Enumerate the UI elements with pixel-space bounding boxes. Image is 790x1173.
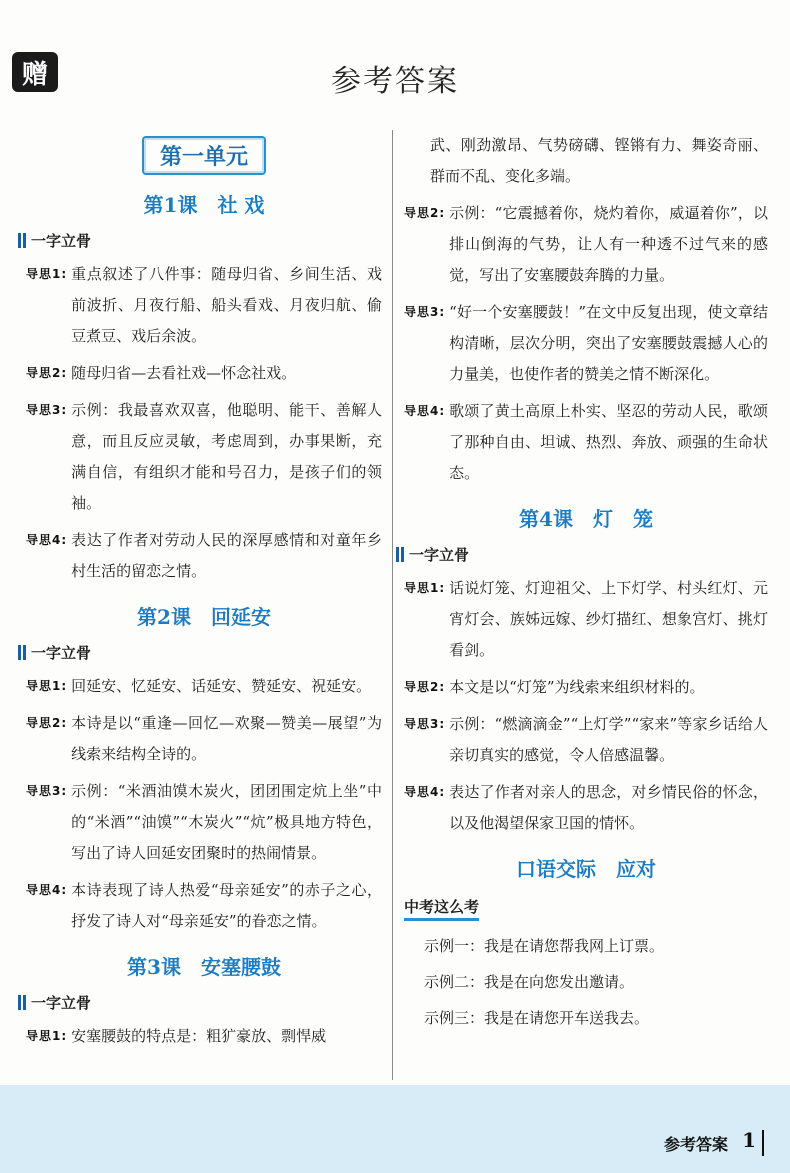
gift-badge: 赠 bbox=[12, 52, 58, 92]
section-label: 一字立骨 bbox=[31, 994, 92, 1012]
lesson-title: 第2课 回延安 bbox=[137, 605, 271, 629]
item-text: 随母归省—去看社戏—怀念社戏。 bbox=[71, 364, 297, 382]
footer-bar-icon bbox=[762, 1130, 764, 1156]
answer-item bbox=[26, 708, 382, 770]
item-text: 重点叙述了八件事：随母归省、乡间生活、戏前波折、月夜行船、船头看戏、月夜归航、偷豆煮豆、戏后余波。 bbox=[71, 265, 382, 345]
item-label: 导思2: bbox=[404, 680, 446, 694]
item-text: 话说灯笼、灯迎祖父、上下灯学、村头红灯、元宵灯会、族姊远嫁、纱灯描红、想象宫灯、挑灯看剑。 bbox=[449, 579, 768, 659]
exam-heading: 中考这么考 bbox=[404, 896, 479, 921]
answer-item bbox=[26, 1021, 382, 1052]
section-heading bbox=[18, 642, 382, 663]
section-bar-icon bbox=[18, 645, 21, 660]
item-text: 表达了作者对亲人的思念，对乡情民俗的怀念，以及他渴望保家卫国的情怀。 bbox=[449, 783, 768, 832]
answer-item bbox=[404, 709, 768, 771]
item-label: 导思1: bbox=[404, 581, 446, 595]
item-text: 示例：我最喜欢双喜，他聪明、能干、善解人意，而且反应灵敏，考虑周到，办事果断，充满自信，有组织才能和号召力，是孩子们的领袖。 bbox=[71, 401, 382, 512]
example-line: 示例一：我是在请您帮我网上订票。 bbox=[424, 937, 665, 955]
answer-item bbox=[26, 776, 382, 869]
section-bar-icon bbox=[23, 233, 26, 248]
item-label: 导思3: bbox=[26, 784, 68, 798]
item-text: 安塞腰鼓的特点是：粗犷豪放、剽悍威 bbox=[71, 1027, 327, 1045]
item-text: 本文是以“灯笼”为线索来组织材料的。 bbox=[449, 678, 705, 696]
section-bar-icon bbox=[396, 547, 399, 562]
lesson-title: 口语交际 应对 bbox=[516, 857, 656, 881]
section-heading bbox=[18, 992, 382, 1013]
page-number: 1 bbox=[742, 1128, 756, 1152]
item-text: 表达了作者对劳动人民的深厚感情和对童年乡村生活的留恋之情。 bbox=[71, 531, 382, 580]
item-label: 导思3: bbox=[404, 305, 446, 319]
item-label: 导思3: bbox=[26, 403, 68, 417]
left-column bbox=[26, 130, 382, 1058]
example-line: 示例三：我是在请您开车送我去。 bbox=[424, 1009, 650, 1027]
item-text: 本诗表现了诗人热爱“母亲延安”的赤子之心，抒发了诗人对“母亲延安”的眷恋之情。 bbox=[71, 881, 382, 930]
answer-item bbox=[404, 396, 768, 489]
section-heading bbox=[18, 230, 382, 251]
section-bar-icon bbox=[23, 995, 26, 1010]
example-line: 示例二：我是在向您发出邀请。 bbox=[424, 973, 635, 991]
section-label: 一字立骨 bbox=[409, 546, 470, 564]
item-text: 歌颂了黄土高原上朴实、坚忍的劳动人民，歌颂了那种自由、坦诚、热烈、奔放、顽强的生命状态。 bbox=[449, 402, 768, 482]
item-label: 导思4: bbox=[404, 404, 446, 418]
section-bar-icon bbox=[23, 645, 26, 660]
item-text: 示例：“米酒油馍木炭火，团团围定炕上坐”中的“米酒”“油馍”“木炭火”“炕”极具地方特色，写出了诗人回延安团聚时的热闹情景。 bbox=[71, 782, 382, 862]
answer-item bbox=[26, 259, 382, 352]
lesson-title: 第1课 社 戏 bbox=[143, 193, 265, 217]
item-text: “好一个安塞腰鼓！”在文中反复出现，使文章结构清晰，层次分明，突出了安塞腰鼓震撼人心的力量美，也使作者的赞美之情不断深化。 bbox=[449, 303, 768, 383]
item-label: 导思4: bbox=[26, 533, 68, 547]
footer-band bbox=[0, 1085, 790, 1173]
lesson-title: 第3课 安塞腰鼓 bbox=[127, 955, 281, 979]
item-label: 导思2: bbox=[26, 366, 68, 380]
answer-item bbox=[404, 297, 768, 390]
answer-item bbox=[26, 671, 382, 702]
answer-item bbox=[26, 525, 382, 587]
answer-item bbox=[26, 875, 382, 937]
section-heading bbox=[396, 544, 768, 565]
item-text: 示例：“燃滴滴金”“上灯学”“家来”等家乡话给人亲切真实的感觉，令人倍感温馨。 bbox=[449, 715, 768, 764]
item-label: 导思1: bbox=[26, 267, 68, 281]
item-label: 导思1: bbox=[26, 1029, 68, 1043]
item-label: 导思2: bbox=[26, 716, 68, 730]
item-label: 导思3: bbox=[404, 717, 446, 731]
answer-item bbox=[26, 395, 382, 519]
answer-item bbox=[404, 777, 768, 839]
footer-label: 参考答案 bbox=[663, 1135, 728, 1154]
section-bar-icon bbox=[18, 233, 21, 248]
item-text: 示例：“它震撼着你，烧灼着你，威逼着你”，以排山倒海的气势，让人有一种透不过气来的感觉，写出了安塞腰鼓奔腾的力量。 bbox=[449, 204, 768, 284]
section-label: 一字立骨 bbox=[31, 232, 92, 250]
answer-item bbox=[404, 573, 768, 666]
item-text: 本诗是以“重逢—回忆—欢聚—赞美—展望”为线索来结构全诗的。 bbox=[71, 714, 382, 763]
item-label: 导思4: bbox=[404, 785, 446, 799]
answer-item bbox=[404, 198, 768, 291]
section-label: 一字立骨 bbox=[31, 644, 92, 662]
column-divider bbox=[392, 130, 393, 1080]
item-label: 导思4: bbox=[26, 883, 68, 897]
item-label: 导思1: bbox=[26, 679, 68, 693]
section-bar-icon bbox=[401, 547, 404, 562]
lesson-title: 第4课 灯 笼 bbox=[519, 507, 653, 531]
item-label: 导思2: bbox=[404, 206, 446, 220]
section-bar-icon bbox=[18, 995, 21, 1010]
item-text: 回延安、忆延安、话延安、赞延安、祝延安。 bbox=[71, 677, 372, 695]
right-column bbox=[404, 130, 768, 1039]
continued-text: 武、刚劲激昂、气势磅礴、铿锵有力、舞姿奇丽、群而不乱、变化多端。 bbox=[430, 136, 768, 185]
answer-item bbox=[404, 672, 768, 703]
answer-item bbox=[26, 358, 382, 389]
page-title: 参考答案 bbox=[331, 64, 459, 99]
unit-title: 第一单元 bbox=[142, 136, 266, 175]
